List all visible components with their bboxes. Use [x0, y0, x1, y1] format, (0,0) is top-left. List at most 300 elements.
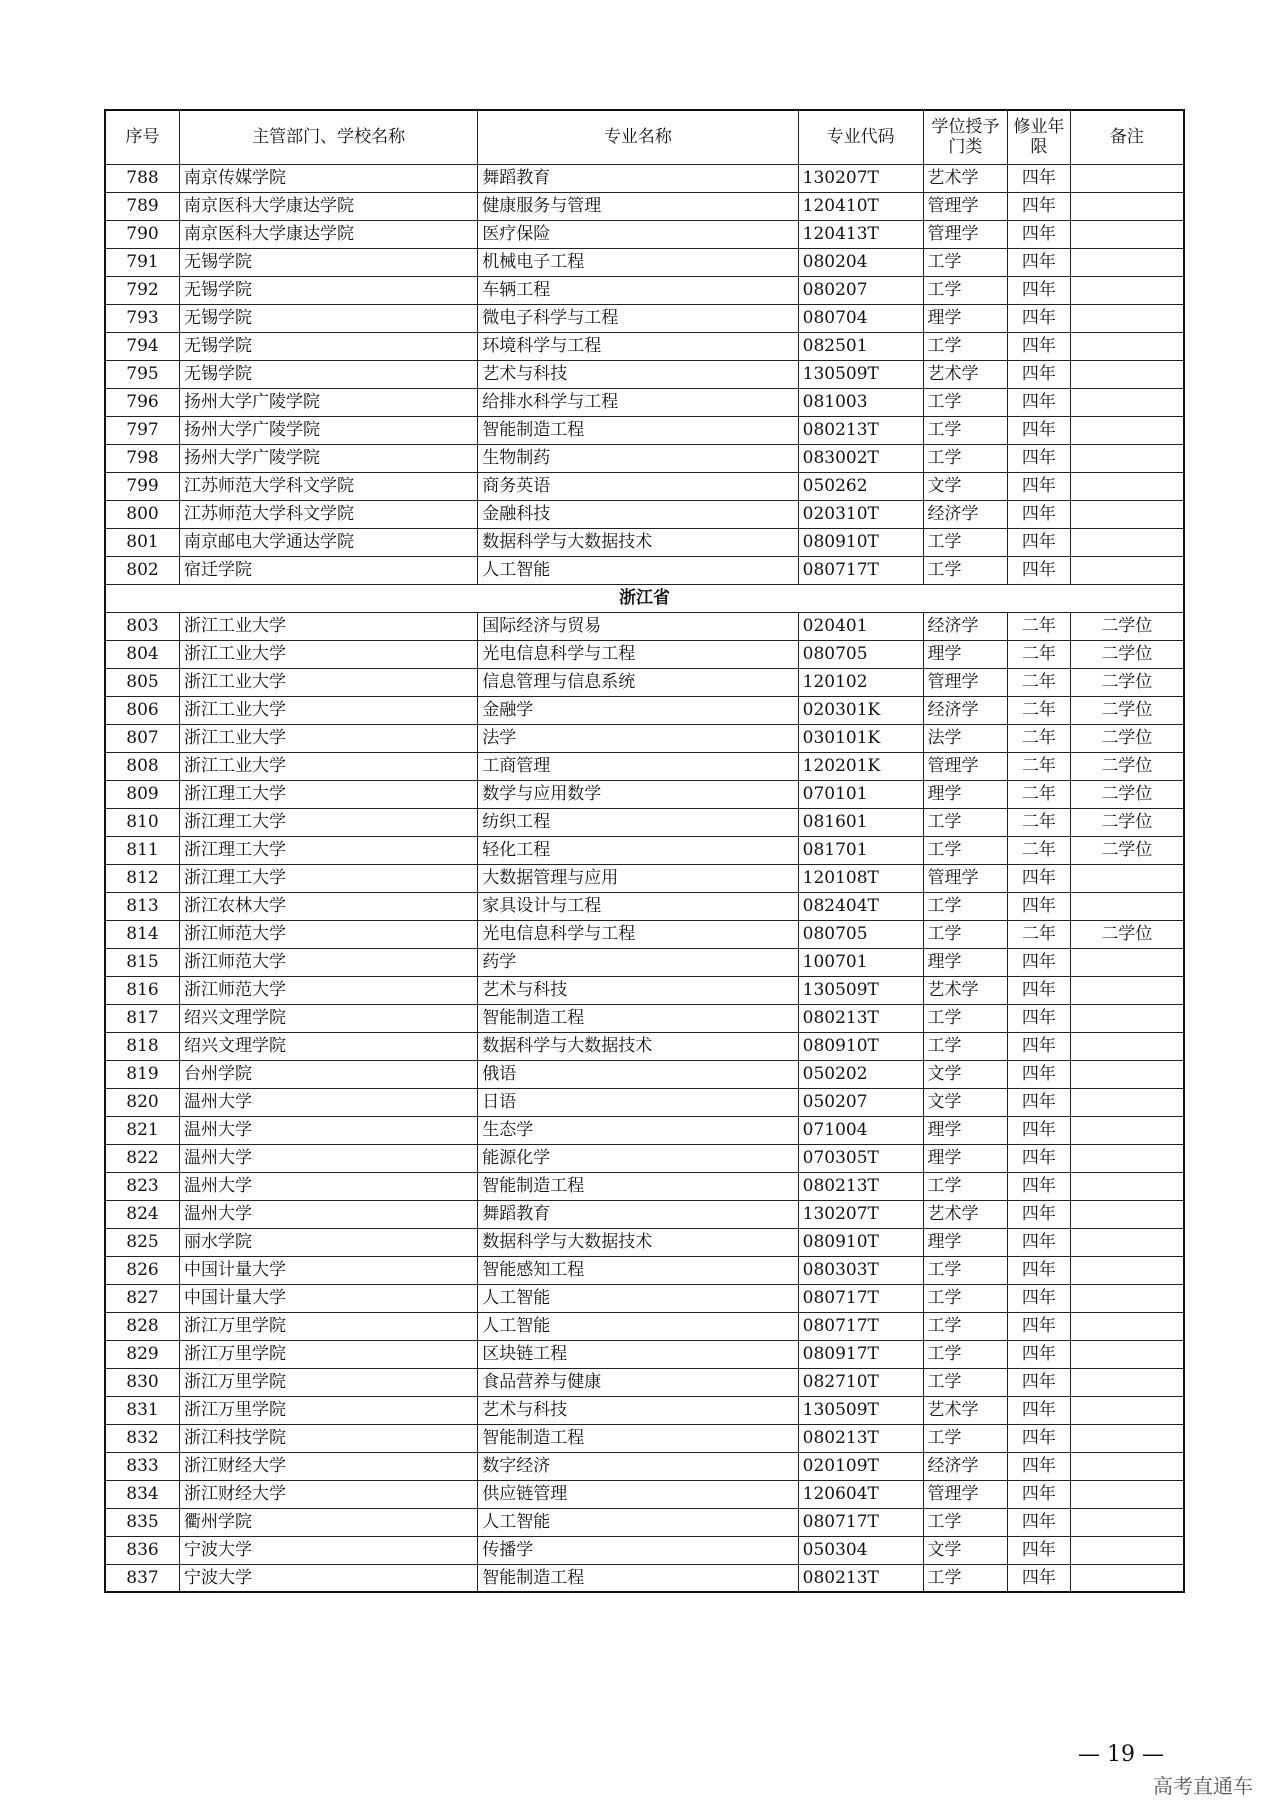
cell-degree: 工学: [923, 1424, 1008, 1452]
cell-code: 050207: [798, 1088, 923, 1116]
cell-major: 健康服务与管理: [478, 192, 798, 220]
cell-major: 数字经济: [478, 1452, 798, 1480]
cell-code: 050304: [798, 1536, 923, 1564]
cell-degree: 工学: [923, 1284, 1008, 1312]
cell-code: 020401: [798, 612, 923, 640]
cell-index: 837: [105, 1564, 180, 1592]
cell-index: 829: [105, 1340, 180, 1368]
cell-index: 818: [105, 1032, 180, 1060]
cell-remark: [1070, 892, 1184, 920]
cell-degree: 理学: [923, 1144, 1008, 1172]
cell-degree: 艺术学: [923, 976, 1008, 1004]
cell-remark: [1070, 1116, 1184, 1144]
header-years: 修业年限: [1008, 110, 1070, 164]
cell-remark: [1070, 332, 1184, 360]
cell-remark: [1070, 1396, 1184, 1424]
cell-degree: 工学: [923, 1172, 1008, 1200]
cell-degree: 理学: [923, 948, 1008, 976]
cell-code: 080910T: [798, 1032, 923, 1060]
cell-degree: 工学: [923, 1340, 1008, 1368]
cell-remark: [1070, 192, 1184, 220]
cell-index: 832: [105, 1424, 180, 1452]
cell-remark: [1070, 164, 1184, 192]
table-row: [105, 416, 1184, 444]
cell-years: 四年: [1008, 360, 1070, 388]
cell-school: 南京医科大学康达学院: [180, 220, 478, 248]
cell-school: 浙江工业大学: [180, 724, 478, 752]
cell-major: 法学: [478, 724, 798, 752]
cell-school: 宁波大学: [180, 1564, 478, 1592]
cell-code: 080717T: [798, 1312, 923, 1340]
cell-remark: [1070, 360, 1184, 388]
table-row: [105, 1452, 1184, 1480]
cell-code: 080704: [798, 304, 923, 332]
table-row: [105, 1312, 1184, 1340]
table-row: [105, 1088, 1184, 1116]
cell-school: 江苏师范大学科文学院: [180, 472, 478, 500]
cell-code: 080717T: [798, 1284, 923, 1312]
cell-code: 080213T: [798, 1424, 923, 1452]
cell-index: 806: [105, 696, 180, 724]
cell-degree: 工学: [923, 1368, 1008, 1396]
cell-code: 020310T: [798, 500, 923, 528]
cell-years: 四年: [1008, 388, 1070, 416]
cell-remark: 二学位: [1070, 668, 1184, 696]
cell-school: 衢州学院: [180, 1508, 478, 1536]
cell-degree: 经济学: [923, 1452, 1008, 1480]
cell-school: 宿迁学院: [180, 556, 478, 584]
cell-years: 四年: [1008, 1564, 1070, 1592]
cell-index: 813: [105, 892, 180, 920]
cell-index: 816: [105, 976, 180, 1004]
cell-degree: 工学: [923, 248, 1008, 276]
cell-remark: [1070, 1368, 1184, 1396]
cell-remark: [1070, 248, 1184, 276]
cell-index: 796: [105, 388, 180, 416]
cell-remark: 二学位: [1070, 836, 1184, 864]
cell-index: 791: [105, 248, 180, 276]
cell-code: 082710T: [798, 1368, 923, 1396]
cell-remark: [1070, 976, 1184, 1004]
cell-school: 浙江工业大学: [180, 668, 478, 696]
table-row: [105, 1172, 1184, 1200]
cell-major: 数据科学与大数据技术: [478, 1032, 798, 1060]
cell-remark: [1070, 1144, 1184, 1172]
cell-index: 835: [105, 1508, 180, 1536]
cell-degree: 工学: [923, 808, 1008, 836]
cell-remark: [1070, 556, 1184, 584]
cell-code: 081701: [798, 836, 923, 864]
cell-major: 人工智能: [478, 1312, 798, 1340]
cell-code: 130509T: [798, 976, 923, 1004]
cell-major: 环境科学与工程: [478, 332, 798, 360]
cell-school: 浙江师范大学: [180, 948, 478, 976]
table-row: [105, 528, 1184, 556]
table-body-jiangsu: [105, 164, 1184, 584]
cell-years: 四年: [1008, 1396, 1070, 1424]
cell-school: 无锡学院: [180, 248, 478, 276]
cell-code: 070101: [798, 780, 923, 808]
cell-degree: 工学: [923, 1032, 1008, 1060]
cell-remark: [1070, 1228, 1184, 1256]
cell-index: 821: [105, 1116, 180, 1144]
cell-code: 130509T: [798, 1396, 923, 1424]
cell-index: 795: [105, 360, 180, 388]
cell-school: 台州学院: [180, 1060, 478, 1088]
cell-major: 艺术与科技: [478, 976, 798, 1004]
cell-major: 舞蹈教育: [478, 164, 798, 192]
cell-years: 四年: [1008, 444, 1070, 472]
cell-index: 817: [105, 1004, 180, 1032]
header-school: 主管部门、学校名称: [180, 110, 478, 164]
cell-major: 人工智能: [478, 1508, 798, 1536]
table-row: [105, 332, 1184, 360]
cell-remark: 二学位: [1070, 640, 1184, 668]
cell-major: 医疗保险: [478, 220, 798, 248]
cell-school: 浙江财经大学: [180, 1480, 478, 1508]
cell-remark: [1070, 864, 1184, 892]
cell-major: 工商管理: [478, 752, 798, 780]
table-row: [105, 696, 1184, 724]
cell-index: 790: [105, 220, 180, 248]
cell-major: 人工智能: [478, 556, 798, 584]
cell-school: 南京邮电大学通达学院: [180, 528, 478, 556]
cell-index: 792: [105, 276, 180, 304]
cell-major: 机械电子工程: [478, 248, 798, 276]
cell-degree: 工学: [923, 920, 1008, 948]
cell-remark: [1070, 472, 1184, 500]
cell-code: 050202: [798, 1060, 923, 1088]
cell-degree: 工学: [923, 892, 1008, 920]
cell-remark: [1070, 1284, 1184, 1312]
cell-index: 814: [105, 920, 180, 948]
cell-major: 给排水科学与工程: [478, 388, 798, 416]
cell-major: 轻化工程: [478, 836, 798, 864]
table-row: [105, 1004, 1184, 1032]
cell-index: 799: [105, 472, 180, 500]
cell-degree: 经济学: [923, 500, 1008, 528]
cell-remark: [1070, 444, 1184, 472]
cell-remark: [1070, 1060, 1184, 1088]
cell-years: 二年: [1008, 836, 1070, 864]
cell-school: 浙江工业大学: [180, 752, 478, 780]
cell-remark: [1070, 1452, 1184, 1480]
cell-major: 数据科学与大数据技术: [478, 1228, 798, 1256]
cell-degree: 工学: [923, 444, 1008, 472]
cell-code: 080717T: [798, 556, 923, 584]
table-row: [105, 752, 1184, 780]
cell-degree: 工学: [923, 1564, 1008, 1592]
cell-years: 四年: [1008, 416, 1070, 444]
cell-degree: 工学: [923, 1256, 1008, 1284]
cell-years: 四年: [1008, 1424, 1070, 1452]
cell-code: 020301K: [798, 696, 923, 724]
cell-code: 081003: [798, 388, 923, 416]
cell-index: 810: [105, 808, 180, 836]
cell-index: 833: [105, 1452, 180, 1480]
cell-remark: 二学位: [1070, 808, 1184, 836]
cell-major: 能源化学: [478, 1144, 798, 1172]
table-row: [105, 556, 1184, 584]
cell-years: 四年: [1008, 248, 1070, 276]
cell-years: 四年: [1008, 864, 1070, 892]
cell-remark: 二学位: [1070, 612, 1184, 640]
cell-degree: 理学: [923, 304, 1008, 332]
page-number: — 19 —: [1078, 1742, 1164, 1767]
cell-major: 食品营养与健康: [478, 1368, 798, 1396]
cell-index: 801: [105, 528, 180, 556]
table-row: [105, 276, 1184, 304]
cell-major: 金融学: [478, 696, 798, 724]
cell-index: 825: [105, 1228, 180, 1256]
cell-major: 智能制造工程: [478, 1564, 798, 1592]
cell-major: 数据科学与大数据技术: [478, 528, 798, 556]
cell-years: 四年: [1008, 1480, 1070, 1508]
cell-major: 智能感知工程: [478, 1256, 798, 1284]
cell-school: 浙江师范大学: [180, 976, 478, 1004]
cell-index: 827: [105, 1284, 180, 1312]
cell-remark: [1070, 1480, 1184, 1508]
cell-years: 四年: [1008, 1116, 1070, 1144]
cell-index: 826: [105, 1256, 180, 1284]
cell-school: 浙江万里学院: [180, 1340, 478, 1368]
cell-school: 中国计量大学: [180, 1256, 478, 1284]
cell-school: 浙江师范大学: [180, 920, 478, 948]
cell-degree: 工学: [923, 416, 1008, 444]
cell-remark: [1070, 416, 1184, 444]
cell-index: 800: [105, 500, 180, 528]
cell-years: 二年: [1008, 920, 1070, 948]
cell-code: 030101K: [798, 724, 923, 752]
cell-code: 082404T: [798, 892, 923, 920]
cell-degree: 艺术学: [923, 360, 1008, 388]
cell-degree: 管理学: [923, 220, 1008, 248]
table-row: [105, 1116, 1184, 1144]
cell-school: 浙江工业大学: [180, 696, 478, 724]
cell-years: 四年: [1008, 1032, 1070, 1060]
cell-major: 金融科技: [478, 500, 798, 528]
cell-years: 四年: [1008, 1144, 1070, 1172]
cell-degree: 理学: [923, 1228, 1008, 1256]
cell-years: 二年: [1008, 668, 1070, 696]
cell-school: 温州大学: [180, 1088, 478, 1116]
cell-code: 080213T: [798, 1004, 923, 1032]
cell-major: 生物制药: [478, 444, 798, 472]
table-row: [105, 1144, 1184, 1172]
cell-school: 无锡学院: [180, 360, 478, 388]
cell-years: 四年: [1008, 976, 1070, 1004]
cell-index: 834: [105, 1480, 180, 1508]
cell-school: 无锡学院: [180, 276, 478, 304]
cell-code: 050262: [798, 472, 923, 500]
table-row: [105, 1564, 1184, 1592]
cell-major: 信息管理与信息系统: [478, 668, 798, 696]
cell-major: 智能制造工程: [478, 1172, 798, 1200]
cell-code: 080910T: [798, 1228, 923, 1256]
cell-index: 822: [105, 1144, 180, 1172]
cell-code: 080303T: [798, 1256, 923, 1284]
cell-major: 数学与应用数学: [478, 780, 798, 808]
cell-major: 光电信息科学与工程: [478, 920, 798, 948]
cell-years: 四年: [1008, 472, 1070, 500]
table-row: [105, 248, 1184, 276]
cell-code: 120410T: [798, 192, 923, 220]
cell-remark: [1070, 388, 1184, 416]
major-list-table: [104, 109, 1185, 1593]
cell-code: 080917T: [798, 1340, 923, 1368]
cell-remark: [1070, 1312, 1184, 1340]
cell-degree: 文学: [923, 1536, 1008, 1564]
cell-school: 江苏师范大学科文学院: [180, 500, 478, 528]
cell-years: 二年: [1008, 640, 1070, 668]
cell-school: 扬州大学广陵学院: [180, 416, 478, 444]
table-row: [105, 1032, 1184, 1060]
cell-code: 080705: [798, 920, 923, 948]
cell-code: 020109T: [798, 1452, 923, 1480]
cell-school: 浙江财经大学: [180, 1452, 478, 1480]
table-row: [105, 1060, 1184, 1088]
cell-school: 绍兴文理学院: [180, 1032, 478, 1060]
province-name: 浙江省: [105, 584, 1184, 612]
cell-degree: 工学: [923, 1312, 1008, 1340]
table-row: [105, 780, 1184, 808]
table-row: [105, 500, 1184, 528]
cell-code: 130207T: [798, 1200, 923, 1228]
cell-degree: 工学: [923, 276, 1008, 304]
cell-index: 828: [105, 1312, 180, 1340]
cell-index: 824: [105, 1200, 180, 1228]
cell-code: 071004: [798, 1116, 923, 1144]
cell-index: 809: [105, 780, 180, 808]
cell-years: 四年: [1008, 1368, 1070, 1396]
cell-school: 扬州大学广陵学院: [180, 444, 478, 472]
table-row: [105, 1200, 1184, 1228]
cell-degree: 工学: [923, 836, 1008, 864]
cell-index: 807: [105, 724, 180, 752]
cell-degree: 理学: [923, 1116, 1008, 1144]
cell-code: 120108T: [798, 864, 923, 892]
cell-remark: [1070, 1004, 1184, 1032]
cell-years: 四年: [1008, 528, 1070, 556]
cell-degree: 文学: [923, 1088, 1008, 1116]
province-section: [105, 584, 1184, 612]
cell-years: 二年: [1008, 808, 1070, 836]
table-row: [105, 304, 1184, 332]
table-row: [105, 976, 1184, 1004]
cell-major: 区块链工程: [478, 1340, 798, 1368]
table-row: [105, 1536, 1184, 1564]
cell-years: 四年: [1008, 276, 1070, 304]
cell-index: 830: [105, 1368, 180, 1396]
table-row: [105, 640, 1184, 668]
cell-degree: 艺术学: [923, 1200, 1008, 1228]
cell-remark: [1070, 1340, 1184, 1368]
cell-major: 俄语: [478, 1060, 798, 1088]
table-row: [105, 444, 1184, 472]
cell-major: 舞蹈教育: [478, 1200, 798, 1228]
cell-major: 药学: [478, 948, 798, 976]
cell-degree: 工学: [923, 1004, 1008, 1032]
cell-code: 083002T: [798, 444, 923, 472]
cell-degree: 管理学: [923, 192, 1008, 220]
cell-years: 二年: [1008, 752, 1070, 780]
table-row: [105, 1480, 1184, 1508]
cell-degree: 艺术学: [923, 164, 1008, 192]
cell-remark: [1070, 1536, 1184, 1564]
watermark-text: 高考直通车: [1153, 1774, 1253, 1798]
cell-school: 浙江理工大学: [180, 808, 478, 836]
cell-index: 805: [105, 668, 180, 696]
cell-school: 扬州大学广陵学院: [180, 388, 478, 416]
cell-remark: [1070, 1032, 1184, 1060]
table-row: [105, 192, 1184, 220]
cell-school: 浙江万里学院: [180, 1312, 478, 1340]
cell-major: 纺织工程: [478, 808, 798, 836]
cell-degree: 管理学: [923, 668, 1008, 696]
cell-major: 供应链管理: [478, 1480, 798, 1508]
cell-degree: 艺术学: [923, 1396, 1008, 1424]
cell-years: 四年: [1008, 1508, 1070, 1536]
header-index: 序号: [105, 110, 180, 164]
cell-years: 四年: [1008, 1004, 1070, 1032]
cell-code: 082501: [798, 332, 923, 360]
cell-index: 831: [105, 1396, 180, 1424]
cell-major: 艺术与科技: [478, 360, 798, 388]
table-row: [105, 668, 1184, 696]
cell-major: 微电子科学与工程: [478, 304, 798, 332]
cell-years: 四年: [1008, 1256, 1070, 1284]
cell-code: 080910T: [798, 528, 923, 556]
cell-years: 四年: [1008, 192, 1070, 220]
cell-code: 080207: [798, 276, 923, 304]
cell-years: 四年: [1008, 1452, 1070, 1480]
cell-degree: 法学: [923, 724, 1008, 752]
cell-years: 四年: [1008, 500, 1070, 528]
table-row: [105, 892, 1184, 920]
table-row: [105, 1424, 1184, 1452]
cell-remark: [1070, 220, 1184, 248]
cell-school: 浙江理工大学: [180, 864, 478, 892]
table-row: [105, 164, 1184, 192]
cell-degree: 工学: [923, 388, 1008, 416]
cell-remark: 二学位: [1070, 696, 1184, 724]
cell-degree: 工学: [923, 1508, 1008, 1536]
cell-code: 070305T: [798, 1144, 923, 1172]
table-row: [105, 1340, 1184, 1368]
cell-school: 宁波大学: [180, 1536, 478, 1564]
cell-index: 811: [105, 836, 180, 864]
cell-years: 四年: [1008, 1088, 1070, 1116]
cell-code: 100701: [798, 948, 923, 976]
cell-major: 商务英语: [478, 472, 798, 500]
cell-school: 浙江科技学院: [180, 1424, 478, 1452]
cell-remark: [1070, 528, 1184, 556]
cell-years: 四年: [1008, 1228, 1070, 1256]
table-row: [105, 388, 1184, 416]
cell-school: 温州大学: [180, 1144, 478, 1172]
cell-school: 浙江工业大学: [180, 612, 478, 640]
cell-remark: 二学位: [1070, 920, 1184, 948]
cell-remark: 二学位: [1070, 752, 1184, 780]
cell-major: 家具设计与工程: [478, 892, 798, 920]
cell-index: 788: [105, 164, 180, 192]
cell-major: 智能制造工程: [478, 416, 798, 444]
cell-major: 智能制造工程: [478, 1424, 798, 1452]
cell-school: 浙江万里学院: [180, 1368, 478, 1396]
cell-school: 绍兴文理学院: [180, 1004, 478, 1032]
cell-index: 815: [105, 948, 180, 976]
cell-index: 819: [105, 1060, 180, 1088]
